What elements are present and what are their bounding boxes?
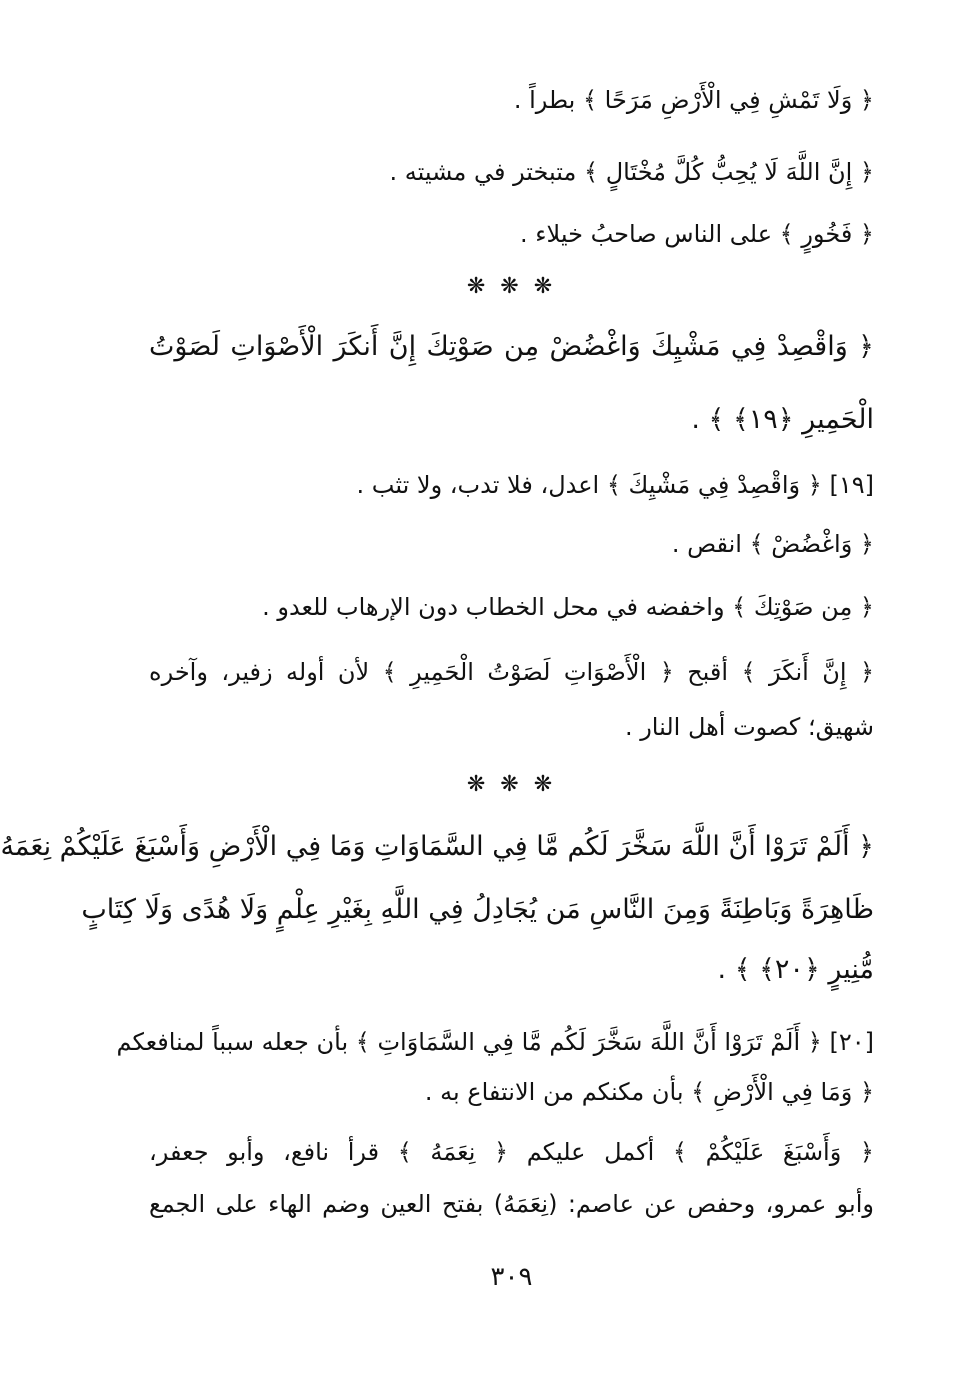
text-line-19-1: [١٩] ﴿ وَاقْصِدْ فِي مَشْيِكَ ﴾ اعدل، فلا تدب، ولا تثب . bbox=[356, 471, 874, 499]
text-line-19-3: ﴿ مِن صَوْتِكَ ﴾ واخفضه في محل الخطاب دون الإرهاب للعدو . bbox=[262, 593, 874, 621]
section-separator-2: ❋ ❋ ❋ bbox=[466, 772, 557, 797]
document-page bbox=[0, 62, 874, 1312]
verse-line-19a: ﴿ وَاقْصِدْ فِي مَشْيِكَ وَاغْضُضْ مِن صَوْتِكَ إِنَّ أَنكَرَ الْأَصْوَاتِ لَصَوْتُ bbox=[149, 331, 874, 362]
verse-line-19b: الْحَمِيرِ ﴿١٩﴾ ﴾ . bbox=[691, 404, 874, 435]
text-line-3: ﴿ فَخُورٍ ﴾ على الناس صاحبُ خيلاء . bbox=[520, 220, 874, 248]
verse-line-20c: مُّنِيرٍ ﴿٢٠﴾ ﴾ . bbox=[717, 954, 874, 985]
text-line-19-2: ﴿ وَاغْضُضْ ﴾ انقص . bbox=[671, 530, 874, 558]
text-line-20-1: [٢٠] ﴿ أَلَمْ تَرَوْا أَنَّ اللَّهَ سَخَّرَ لَكُم مَّا فِي السَّمَاوَاتِ ﴾ بأن جعله سبباً لمنافعكم bbox=[116, 1028, 874, 1056]
verse-line-20b: ظَاهِرَةً وَبَاطِنَةً وَمِنَ النَّاسِ مَن يُجَادِلُ فِي اللَّهِ بِغَيْرِ عِلْمٍ وَلَا هُدًى وَلَا كِتَابٍ bbox=[81, 894, 874, 925]
verse-line-20a: ﴿ أَلَمْ تَرَوْا أَنَّ اللَّهَ سَخَّرَ لَكُم مَّا فِي السَّمَاوَاتِ وَمَا فِي الْأَرْضِ وَأَسْبَغَ عَلَيْكُمْ نِعَمَهُ bbox=[0, 831, 874, 862]
text-line-2: ﴿ إِنَّ اللَّهَ لَا يُحِبُّ كُلَّ مُخْتَالٍ ﴾ متبختر في مشيته . bbox=[389, 158, 874, 186]
section-separator-1: ❋ ❋ ❋ bbox=[466, 274, 557, 299]
text-line-19-5: شهيق؛ كصوت أهل النار . bbox=[624, 713, 874, 741]
text-line-20-4: وأبو عمرو، وحفص عن عاصم: (نِعَمَهُ) بفتح العين وضم الهاء على الجمع bbox=[149, 1190, 874, 1218]
page-number: ٣٠٩ bbox=[490, 1262, 533, 1292]
text-line-20-3: ﴿ وَأَسْبَغَ عَلَيْكُمْ ﴾ أكمل عليكم ﴿ نِعَمَهُ ﴾ قرأ نافع، وأبو جعفر، bbox=[149, 1138, 874, 1166]
text-line-19-4: ﴿ إِنَّ أَنكَرَ ﴾ أقبح ﴿ الْأَصْوَاتِ لَصَوْتُ الْحَمِيرِ ﴾ لأن أوله زفير، وآخره bbox=[149, 658, 874, 686]
text-line-20-2: ﴿ وَمَا فِي الْأَرْضِ ﴾ بأن مكنكم من الانتفاع به . bbox=[424, 1078, 874, 1106]
text-line-1: ﴿ وَلَا تَمْشِ فِي الْأَرْضِ مَرَحًا ﴾ بطراً . bbox=[513, 86, 874, 114]
